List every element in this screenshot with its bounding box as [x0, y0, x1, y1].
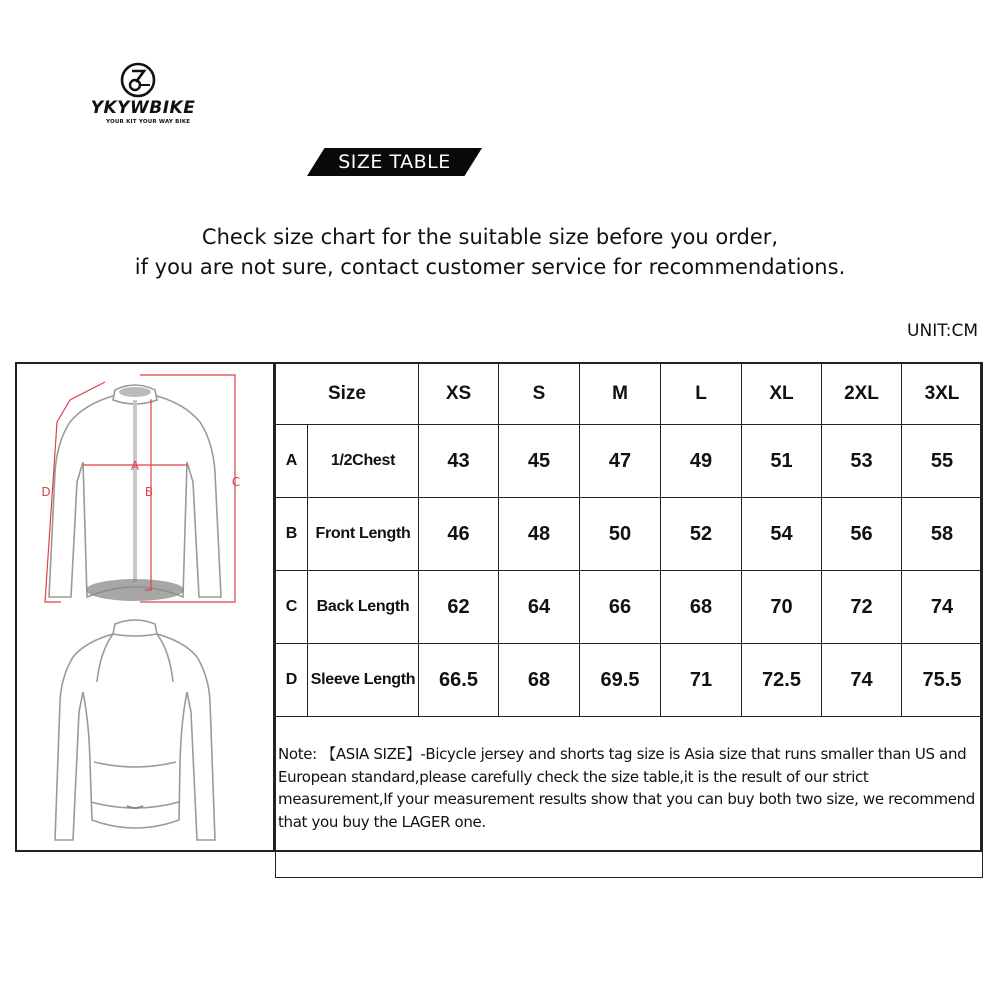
table-cell: 53 [822, 425, 902, 498]
size-table [275, 362, 983, 878]
brand-tagline: YOUR KIT YOUR WAY BIKE [106, 119, 191, 125]
label-c: C [231, 475, 241, 489]
size-column-3xl: 3XL [902, 363, 983, 425]
size-column-m: M [580, 363, 661, 425]
table-cell: 48 [499, 498, 580, 571]
jersey-diagrams [15, 362, 273, 850]
label-a: A [130, 459, 140, 473]
label-d: D [41, 485, 51, 499]
label-b: B [144, 485, 154, 499]
row-label: Sleeve Length [308, 644, 419, 717]
size-note: Note: 【ASIA SIZE】-Bicycle jersey and shorts tag size is Asia size that runs smaller than US and European standard,please carefully check the size table,it is the result of our strict measurement,If your measurement results show that you can buy both two size, we recommend that you buy the LAGER one. [276, 717, 983, 878]
table-cell: 70 [742, 571, 822, 644]
row-key: C [276, 571, 308, 644]
table-cell: 50 [580, 498, 661, 571]
table-cell: 72.5 [742, 644, 822, 717]
table-cell: 75.5 [902, 644, 983, 717]
brand-name: YKYWBIKE [90, 98, 196, 118]
row-label: Front Length [308, 498, 419, 571]
bike-circle-logo-icon [120, 62, 156, 98]
table-row-front-length [276, 498, 983, 571]
table-cell: 72 [822, 571, 902, 644]
table-cell: 68 [499, 644, 580, 717]
brand-logo [78, 62, 208, 132]
size-header: Size [276, 363, 419, 425]
row-key: A [276, 425, 308, 498]
table-cell: 54 [742, 498, 822, 571]
table-row-chest [276, 425, 983, 498]
row-key: D [276, 644, 308, 717]
banner-title: SIZE TABLE [338, 151, 451, 173]
unit-label: UNIT:CM [907, 321, 978, 341]
jersey-front-diagram [49, 385, 221, 601]
table-cell: 69.5 [580, 644, 661, 717]
intro-line-2: if you are not sure, contact customer service for recommendations. [134, 255, 846, 279]
row-key: B [276, 498, 308, 571]
table-cell: 68 [661, 571, 742, 644]
size-table-banner [307, 148, 482, 176]
jersey-diagram-panel [15, 362, 275, 852]
table-cell: 74 [822, 644, 902, 717]
intro-text [0, 222, 980, 282]
table-row-back-length [276, 571, 983, 644]
table-cell: 66 [580, 571, 661, 644]
row-label: 1/2Chest [308, 425, 419, 498]
size-column-s: S [499, 363, 580, 425]
table-cell: 49 [661, 425, 742, 498]
table-cell: 71 [661, 644, 742, 717]
jersey-back-diagram [55, 620, 215, 840]
table-cell: 43 [419, 425, 499, 498]
table-header-row [276, 363, 983, 425]
row-label: Back Length [308, 571, 419, 644]
table-cell: 51 [742, 425, 822, 498]
table-cell: 74 [902, 571, 983, 644]
table-cell: 46 [419, 498, 499, 571]
table-cell: 52 [661, 498, 742, 571]
table-cell: 64 [499, 571, 580, 644]
size-column-xs: XS [419, 363, 499, 425]
table-cell: 66.5 [419, 644, 499, 717]
table-cell: 55 [902, 425, 983, 498]
table-cell: 56 [822, 498, 902, 571]
table-cell: 45 [499, 425, 580, 498]
table-note-row [276, 717, 983, 878]
table-cell: 58 [902, 498, 983, 571]
table-cell: 47 [580, 425, 661, 498]
table-row-sleeve-length [276, 644, 983, 717]
size-column-l: L [661, 363, 742, 425]
table-cell: 62 [419, 571, 499, 644]
intro-line-1: Check size chart for the suitable size before you order, [201, 225, 779, 249]
measurement-lines [45, 375, 235, 602]
size-column-xl: XL [742, 363, 822, 425]
size-column-2xl: 2XL [822, 363, 902, 425]
